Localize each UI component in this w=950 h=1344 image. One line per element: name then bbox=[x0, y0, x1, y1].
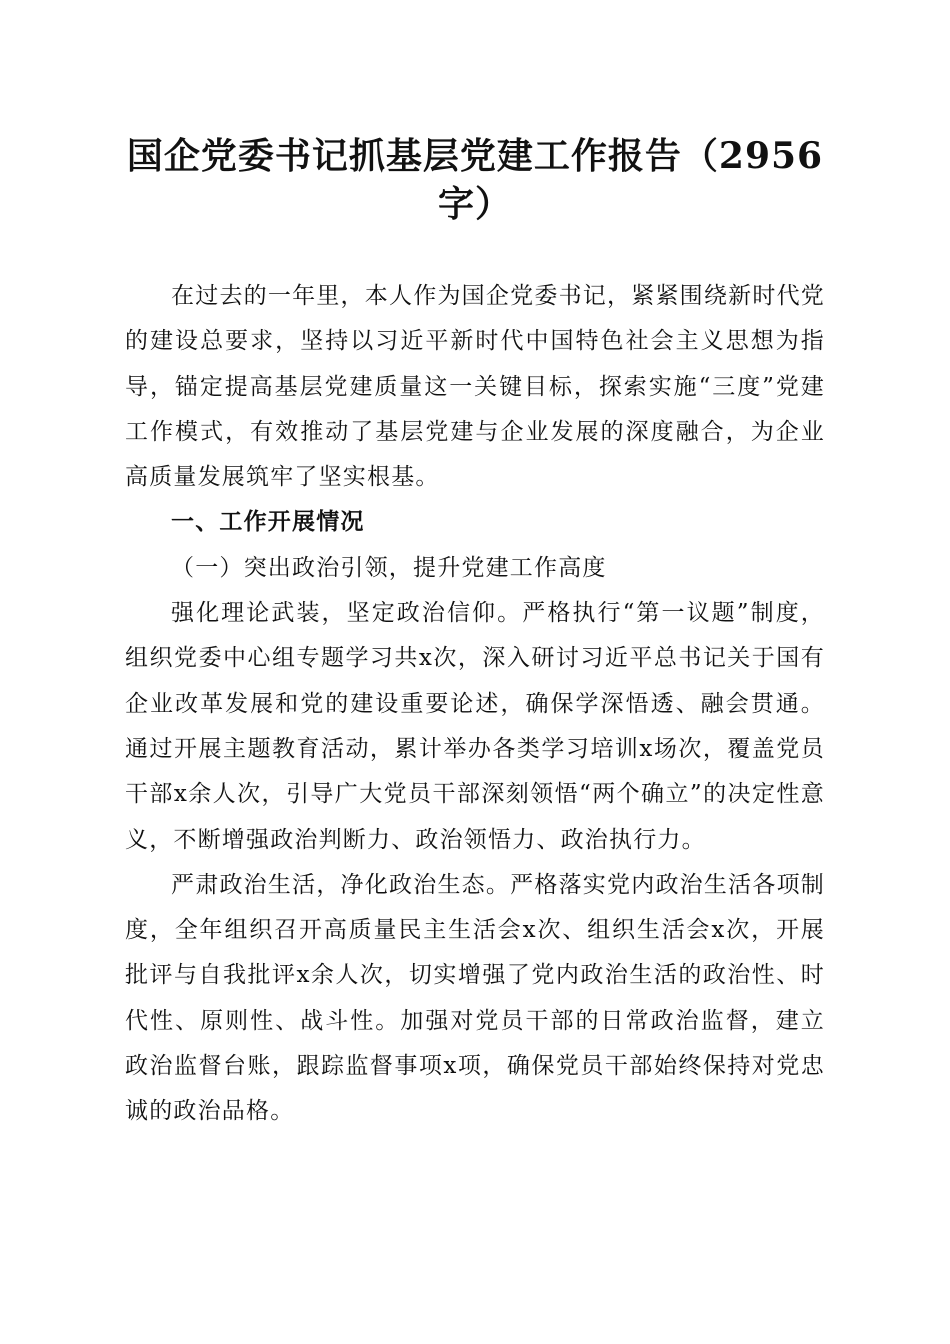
section-heading: 一、工作开展情况 bbox=[171, 509, 365, 536]
body-paragraph-1: 强化理论武装，坚定政治信仰。严格执行“第一议题”制度，组织党委中心组专题学习共x次，深入研讨习近平总书记关于国有企业改革发展和党的建设重要论述，确保学深悟透、融会贯通。通过开展主题教育活动，累计举办各类学习培训x场次，覆盖党员干部x余人次，引导广大党员干部深刻领悟“两个确立”的决定性意义，不断增强政治判断力、政治领悟力、政治执行力。 bbox=[125, 600, 825, 853]
document-title: 国企党委书记抓基层党建工作报告（2956字） bbox=[126, 135, 824, 225]
intro-paragraph: 在过去的一年里，本人作为国企党委书记，紧紧围绕新时代党的建设总要求，坚持以习近平新时代中国特色社会主义思想为指导，锚定提高基层党建质量这一关键目标，探索实施“三度”党建工作模式，有效推动了基层党建与企业发展的深度融合，为企业高质量发展筑牢了坚实根基。 bbox=[125, 283, 825, 491]
body-paragraph-2: 严肃政治生活，净化政治生态。严格落实党内政治生活各项制度，全年组织召开高质量民主生活会x次、组织生活会x次，开展批评与自我批评x余人次，切实增强了党内政治生活的政治性、时代性、原则性、战斗性。加强对党员干部的日常政治监督，建立政治监督台账，跟踪监督事项x项，确保党员干部始终保持对党忠诚的政治品格。 bbox=[125, 871, 825, 1125]
subsection-heading: （一）突出政治引领，提升党建工作高度 bbox=[171, 554, 607, 581]
document-body bbox=[125, 274, 825, 1135]
